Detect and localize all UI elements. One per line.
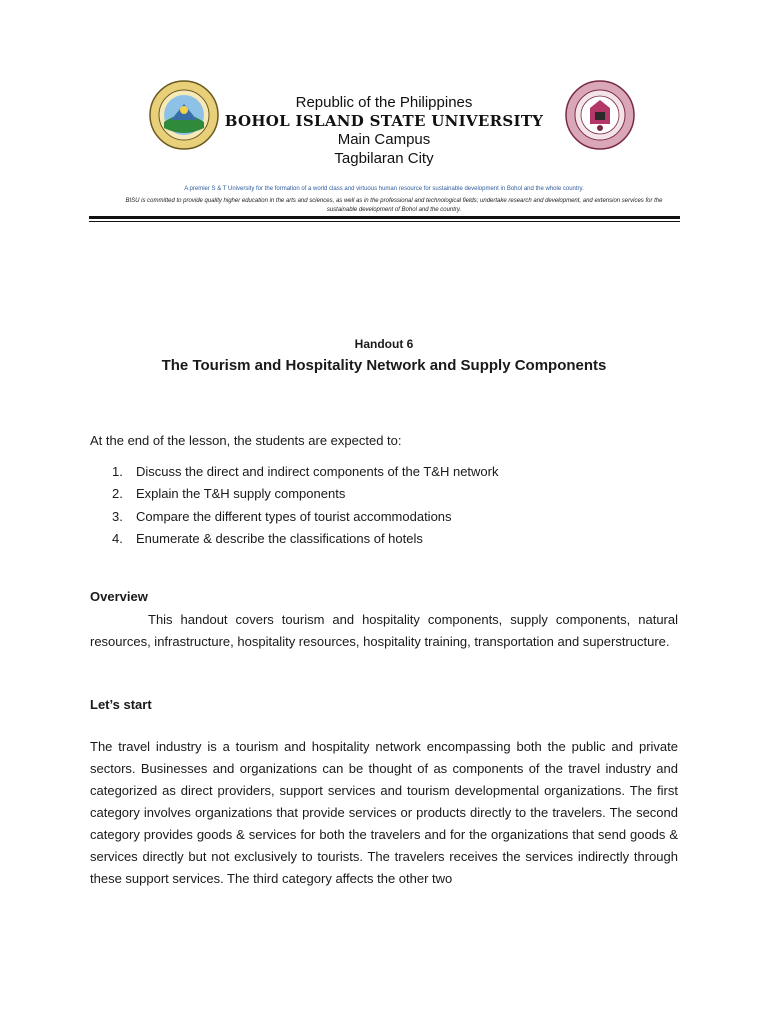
list-item-text: Compare the different types of tourist accommodations bbox=[136, 508, 452, 524]
overview-paragraph: This handout covers tourism and hospitality components, supply components, natural resources, infrastructure, hospitality resources, hospitality training, transportation and superstructure. bbox=[90, 612, 678, 649]
list-item bbox=[112, 461, 499, 483]
list-item bbox=[112, 506, 499, 528]
list-item bbox=[112, 483, 499, 505]
list-item-number: 2. bbox=[112, 486, 123, 502]
list-item bbox=[112, 528, 499, 550]
header-vision-statement: A premier S & T University for the formation of a world class and virtuous human resource for sustainable development in Bohol and the whole country. bbox=[184, 186, 584, 192]
list-item-number: 4. bbox=[112, 530, 123, 546]
list-item-text: Explain the T&H supply components bbox=[136, 486, 346, 502]
header-divider bbox=[89, 216, 680, 219]
intro-text: At the end of the lesson, the students are expected to: bbox=[90, 433, 402, 448]
header-campus: Main Campus bbox=[337, 131, 431, 148]
overview-heading: Overview bbox=[90, 589, 148, 604]
header-republic: Republic of the Philippines bbox=[295, 94, 473, 111]
list-item-number: 3. bbox=[112, 508, 123, 524]
header-mission-statement: BISU is committed to provide quality higher education in the arts and sciences, as well as in the professional and technological fields; undertake research and development, and extension services for the sustainable development of Bohol and the country. bbox=[125, 198, 663, 213]
header-city: Tagbilaran City bbox=[334, 150, 434, 167]
list-item-text: Discuss the direct and indirect components of the T&H network bbox=[136, 464, 499, 479]
handout-title: The Tourism and Hospitality Network and Supply Components bbox=[161, 357, 607, 374]
lets-start-paragraph: The travel industry is a tourism and hospitality network encompassing both the public and private sectors. Businesses and organizations can be thought of as components of the travel industry and categorized as direct providers, support services and tourism developmental organizations. The first category involves organizations that provide services or products directly to the travelers. The second category provides goods & services for both the travelers and for the organizations that send goods & services directly but not exclusively to tourists. The travelers receives the services indirectly through these support services. The third category affects the other two bbox=[90, 739, 678, 886]
handout-number: Handout 6 bbox=[354, 337, 414, 351]
header-divider-thin bbox=[89, 221, 680, 222]
header-university-name: BOHOL ISLAND STATE UNIVERSITY bbox=[224, 112, 544, 130]
list-item-number: 1. bbox=[112, 464, 123, 479]
list-item-text: Enumerate & describe the classifications of hotels bbox=[136, 530, 423, 546]
lets-start-heading: Let’s start bbox=[90, 697, 152, 712]
objectives-list bbox=[112, 461, 499, 550]
